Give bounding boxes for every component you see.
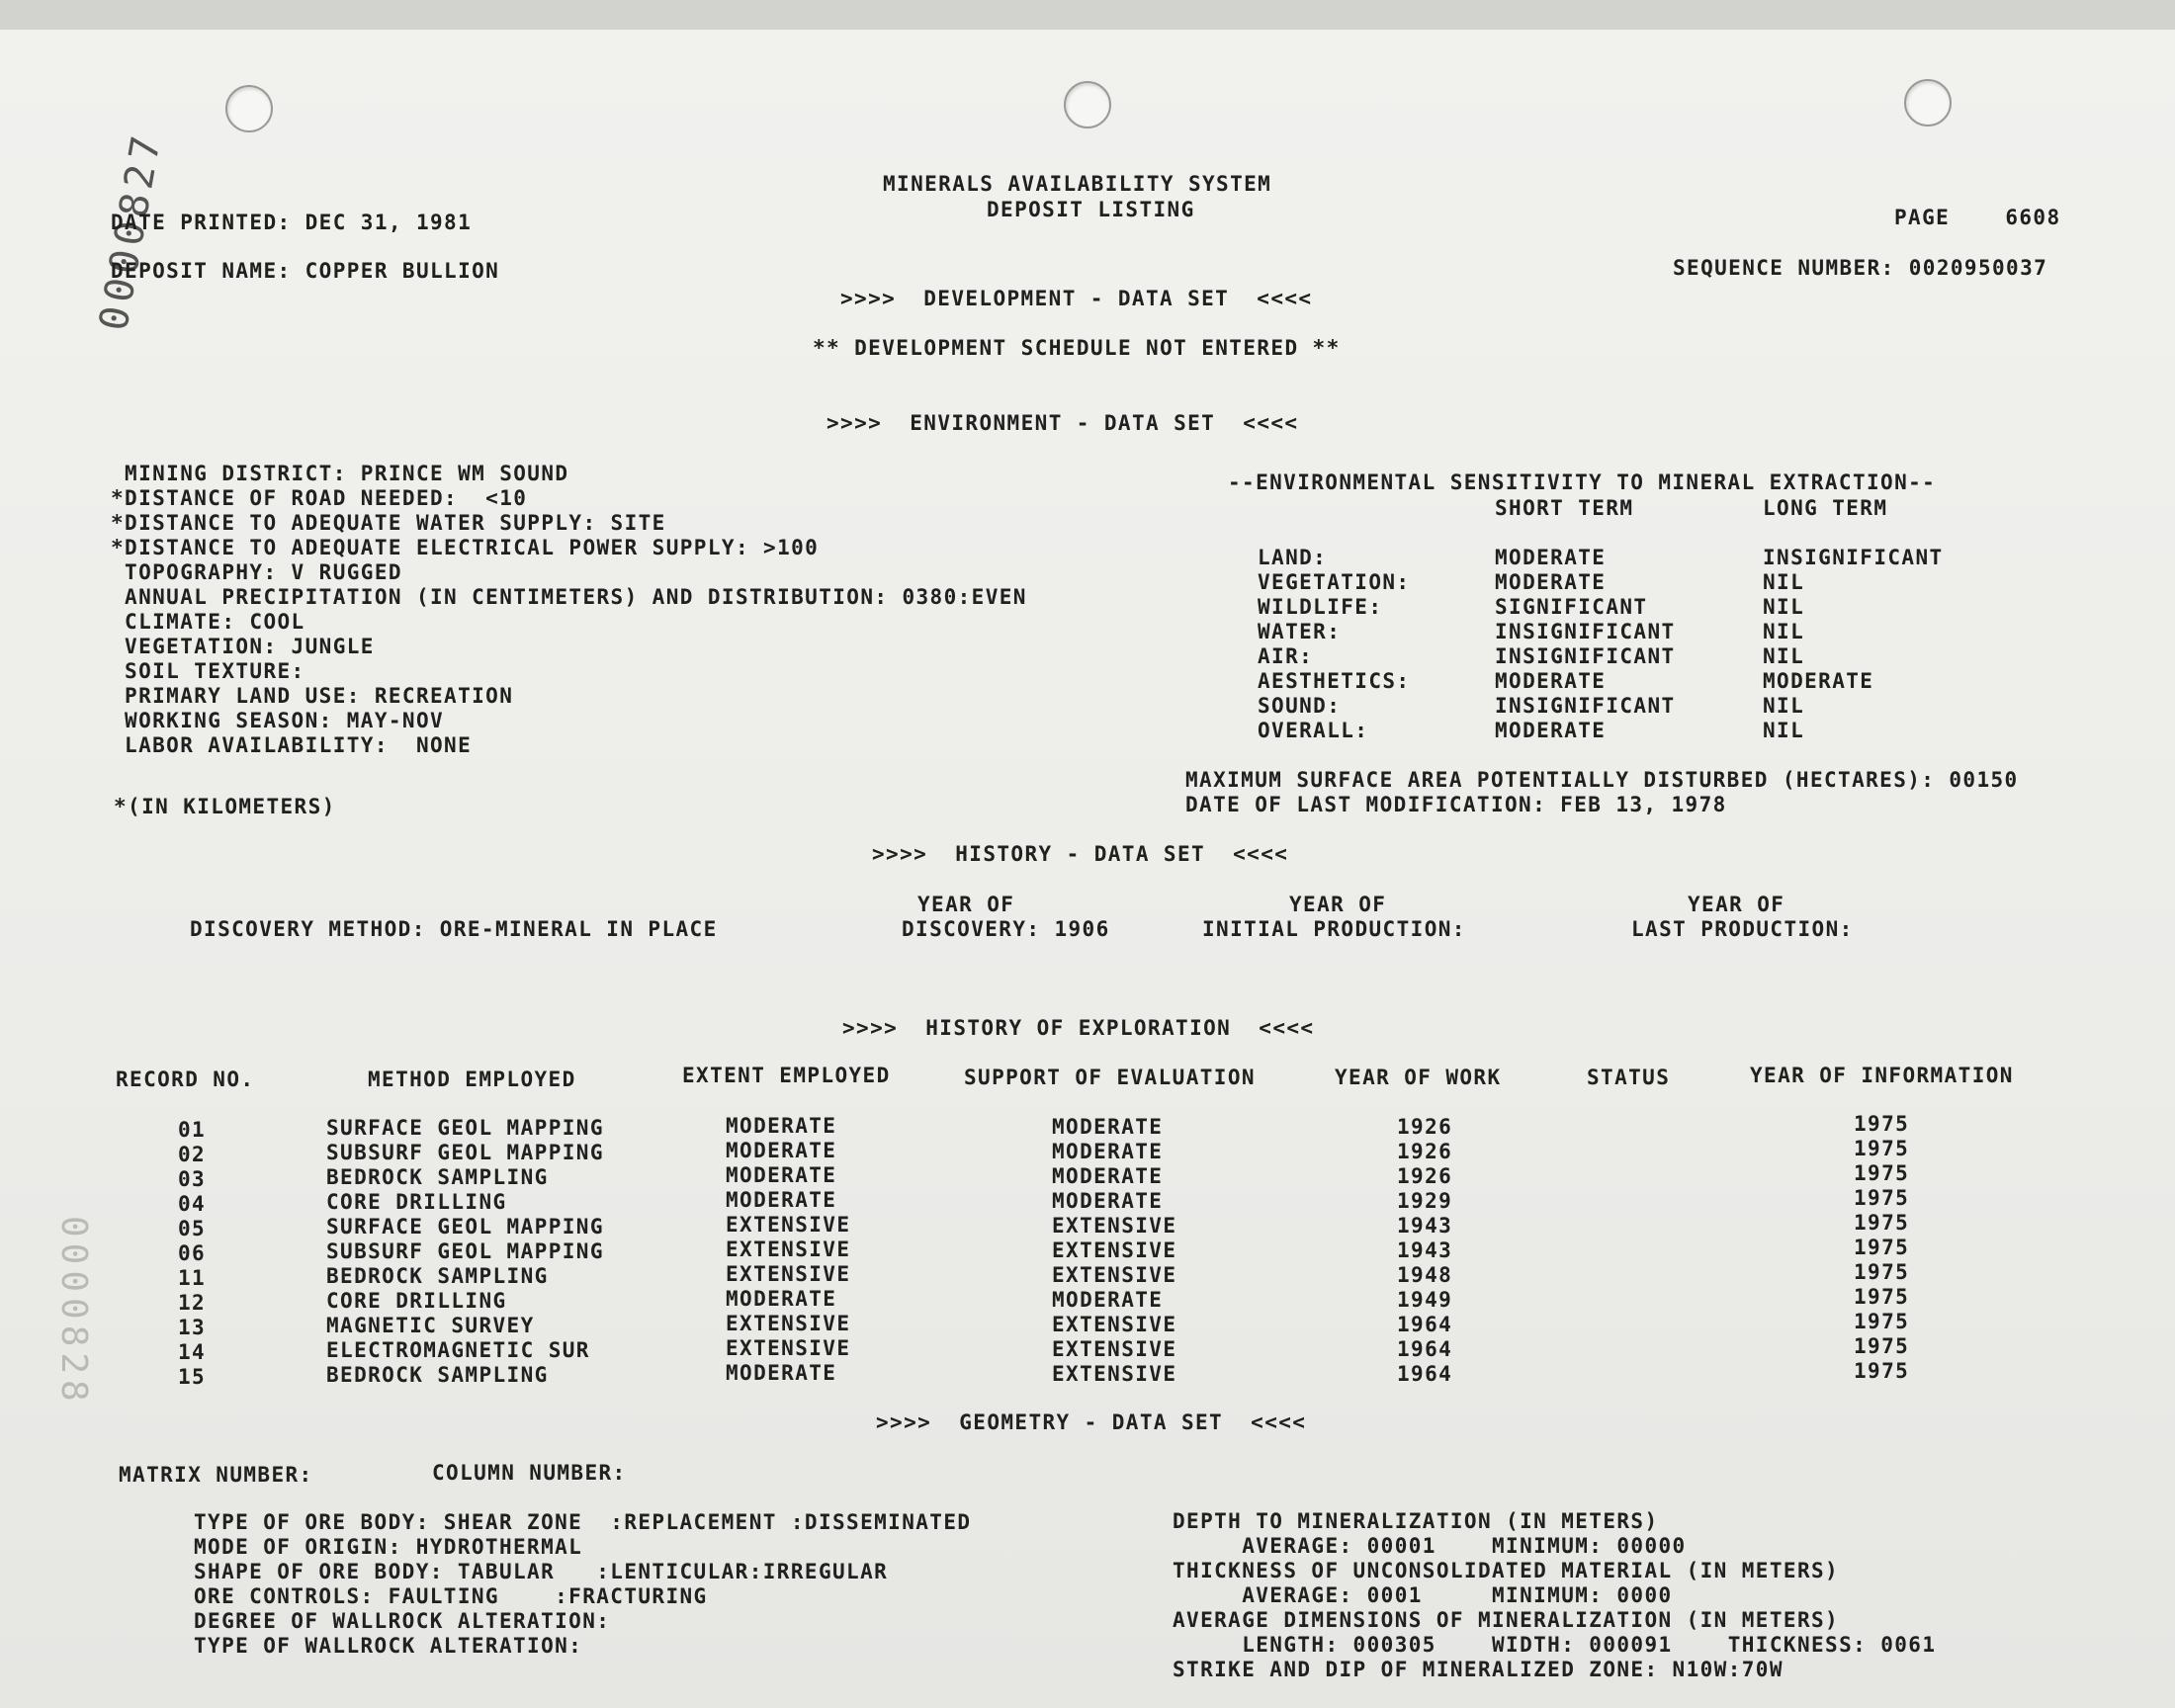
cell-method: SURFACE GEOL MAPPING [326, 1116, 604, 1140]
sensitivity-long: INSIGNIFICANT [1763, 546, 1944, 569]
cell-extent: EXTENSIVE [726, 1262, 851, 1286]
cell-year: 1964 [1397, 1362, 1453, 1386]
cell-year: 1948 [1397, 1263, 1453, 1287]
page-number: PAGE 6608 [1894, 206, 2061, 229]
geometry-line: DEPTH TO MINERALIZATION (IN METERS) [1173, 1509, 1659, 1533]
sensitivity-factor: WILDLIFE: [1258, 595, 1383, 619]
sensitivity-short: MODERATE [1495, 546, 1607, 569]
cell-year: 1926 [1397, 1140, 1453, 1163]
cell-record: 02 [178, 1143, 207, 1166]
discovery-method: DISCOVERY METHOD: ORE-MINERAL IN PLACE [190, 917, 718, 941]
cell-record: 12 [178, 1291, 207, 1315]
cell-year: 1926 [1397, 1164, 1453, 1188]
cell-method: SUBSURF GEOL MAPPING [326, 1141, 604, 1164]
cell-extent: MODERATE [726, 1163, 837, 1187]
cell-info-year: 1975 [1854, 1137, 1910, 1160]
year-of-label: YEAR OF [1289, 893, 1387, 916]
env-line: PRIMARY LAND USE: RECREATION [111, 684, 514, 708]
cell-method: MAGNETIC SURVEY [326, 1314, 535, 1337]
exploration-heading: >>>> HISTORY OF EXPLORATION <<<< [842, 1016, 1315, 1040]
cell-extent: MODERATE [726, 1361, 837, 1385]
cell-record: 05 [178, 1217, 207, 1240]
col-header-year-info: YEAR OF INFORMATION [1750, 1064, 2014, 1087]
cell-record: 01 [178, 1118, 207, 1142]
sensitivity-short: MODERATE [1495, 669, 1607, 693]
punch-hole-left [225, 85, 273, 132]
env-line: MINING DISTRICT: PRINCE WM SOUND [111, 462, 569, 485]
year-of-label: YEAR OF [917, 893, 1015, 916]
cell-support: EXTENSIVE [1052, 1313, 1177, 1336]
system-title: MINERALS AVAILABILITY SYSTEM [883, 172, 1272, 196]
cell-year: 1943 [1397, 1238, 1453, 1262]
punch-hole-right [1904, 79, 1952, 127]
cell-support: MODERATE [1052, 1115, 1164, 1139]
sensitivity-factor: SOUND: [1258, 694, 1342, 718]
sensitivity-factor: WATER: [1258, 620, 1342, 643]
cell-method: BEDROCK SAMPLING [326, 1165, 549, 1189]
cell-method: BEDROCK SAMPLING [326, 1363, 549, 1387]
env-line: LABOR AVAILABILITY: NONE [111, 733, 473, 757]
cell-extent: MODERATE [726, 1287, 837, 1311]
sensitivity-factor: AESTHETICS: [1258, 669, 1411, 693]
col-header-support: SUPPORT OF EVALUATION [964, 1066, 1256, 1089]
cell-extent: EXTENSIVE [726, 1238, 851, 1261]
cell-year: 1949 [1397, 1288, 1453, 1312]
cell-method: CORE DRILLING [326, 1289, 507, 1313]
cell-method: CORE DRILLING [326, 1190, 507, 1214]
env-line: *DISTANCE OF ROAD NEEDED: <10 [111, 486, 528, 510]
long-term-header: LONG TERM [1763, 496, 1888, 520]
cell-year: 1929 [1397, 1189, 1453, 1213]
cell-info-year: 1975 [1854, 1285, 1910, 1309]
cell-support: EXTENSIVE [1052, 1263, 1177, 1287]
last-production: LAST PRODUCTION: [1631, 917, 1854, 941]
geometry-line: TYPE OF WALLROCK ALTERATION: [194, 1634, 583, 1658]
document-number-stamp: 0000827 [91, 128, 171, 334]
deposit-name: DEPOSIT NAME: COPPER BULLION [111, 259, 500, 283]
env-line: CLIMATE: COOL [111, 610, 305, 634]
column-number: COLUMN NUMBER: [432, 1461, 627, 1485]
cell-year: 1943 [1397, 1214, 1453, 1238]
year-of-label: YEAR OF [1688, 893, 1785, 916]
cell-record: 14 [178, 1340, 207, 1364]
cell-record: 03 [178, 1167, 207, 1191]
geometry-line: MODE OF ORIGIN: HYDROTHERMAL [194, 1535, 583, 1559]
faint-document-number-stamp: 0000828 [53, 1216, 94, 1408]
col-header-status: STATUS [1587, 1066, 1671, 1089]
last-modification: DATE OF LAST MODIFICATION: FEB 13, 1978 [1185, 793, 1727, 816]
environment-heading: >>>> ENVIRONMENT - DATA SET <<<< [826, 411, 1299, 435]
cell-info-year: 1975 [1854, 1112, 1910, 1136]
env-line: *DISTANCE TO ADEQUATE ELECTRICAL POWER SUPPLY: >100 [111, 536, 820, 559]
cell-record: 11 [178, 1266, 207, 1290]
cell-extent: EXTENSIVE [726, 1312, 851, 1335]
cell-extent: EXTENSIVE [726, 1213, 851, 1237]
cell-record: 13 [178, 1316, 207, 1339]
cell-method: SURFACE GEOL MAPPING [326, 1215, 604, 1238]
cell-support: MODERATE [1052, 1140, 1164, 1163]
geometry-line: LENGTH: 000305 WIDTH: 000091 THICKNESS: 0061 [1173, 1633, 1937, 1657]
cell-method: SUBSURF GEOL MAPPING [326, 1239, 604, 1263]
env-line: ANNUAL PRECIPITATION (IN CENTIMETERS) AND DISTRIBUTION: 0380:EVEN [111, 585, 1027, 609]
cell-support: EXTENSIVE [1052, 1362, 1177, 1386]
cell-support: EXTENSIVE [1052, 1238, 1177, 1262]
cell-info-year: 1975 [1854, 1260, 1910, 1284]
sensitivity-long: NIL [1763, 570, 1805, 594]
cell-extent: MODERATE [726, 1188, 837, 1212]
cell-extent: EXTENSIVE [726, 1336, 851, 1360]
history-heading: >>>> HISTORY - DATA SET <<<< [872, 842, 1289, 866]
geometry-line: STRIKE AND DIP OF MINERALIZED ZONE: N10W:70W [1173, 1658, 1784, 1681]
sensitivity-factor: OVERALL: [1258, 719, 1369, 742]
matrix-number: MATRIX NUMBER: [119, 1463, 313, 1487]
sequence-number: SEQUENCE NUMBER: 0020950037 [1673, 256, 2048, 280]
development-note: ** DEVELOPMENT SCHEDULE NOT ENTERED ** [813, 336, 1341, 360]
cell-record: 04 [178, 1192, 207, 1216]
cell-info-year: 1975 [1854, 1334, 1910, 1358]
max-surface-area: MAXIMUM SURFACE AREA POTENTIALLY DISTURBED (HECTARES): 00150 [1185, 768, 2019, 792]
cell-year: 1964 [1397, 1313, 1453, 1336]
sensitivity-factor: VEGETATION: [1258, 570, 1411, 594]
sensitivity-title: --ENVIRONMENTAL SENSITIVITY TO MINERAL EXTRACTION-- [1228, 470, 1937, 494]
sensitivity-factor: AIR: [1258, 644, 1314, 668]
cell-method: BEDROCK SAMPLING [326, 1264, 549, 1288]
geometry-line: AVERAGE: 00001 MINIMUM: 00000 [1173, 1534, 1687, 1558]
sensitivity-short: INSIGNIFICANT [1495, 694, 1676, 718]
sensitivity-long: NIL [1763, 595, 1805, 619]
initial-production: INITIAL PRODUCTION: [1202, 917, 1466, 941]
sensitivity-long: NIL [1763, 620, 1805, 643]
cell-support: MODERATE [1052, 1164, 1164, 1188]
cell-extent: MODERATE [726, 1139, 837, 1162]
punch-hole-center [1064, 81, 1111, 128]
geometry-line: THICKNESS OF UNCONSOLIDATED MATERIAL (IN METERS) [1173, 1559, 1840, 1582]
development-heading: >>>> DEVELOPMENT - DATA SET <<<< [840, 287, 1313, 310]
cell-info-year: 1975 [1854, 1186, 1910, 1210]
geometry-line: TYPE OF ORE BODY: SHEAR ZONE :REPLACEMENT :DISSEMINATED [194, 1510, 972, 1534]
sensitivity-long: MODERATE [1763, 669, 1874, 693]
sensitivity-long: NIL [1763, 644, 1805, 668]
cell-year: 1926 [1397, 1115, 1453, 1139]
env-line: *DISTANCE TO ADEQUATE WATER SUPPLY: SITE [111, 511, 666, 535]
cell-info-year: 1975 [1854, 1310, 1910, 1333]
listing-title: DEPOSIT LISTING [987, 198, 1195, 221]
geometry-heading: >>>> GEOMETRY - DATA SET <<<< [876, 1410, 1307, 1434]
sensitivity-long: NIL [1763, 694, 1805, 718]
geometry-line: SHAPE OF ORE BODY: TABULAR :LENTICULAR:IRREGULAR [194, 1560, 889, 1583]
sensitivity-short: INSIGNIFICANT [1495, 620, 1676, 643]
col-header-record: RECORD NO. [116, 1068, 255, 1091]
geometry-line: DEGREE OF WALLROCK ALTERATION: [194, 1609, 611, 1633]
cell-method: ELECTROMAGNETIC SUR [326, 1338, 590, 1362]
cell-record: 06 [178, 1241, 207, 1265]
sensitivity-factor: LAND: [1258, 546, 1328, 569]
geometry-line: AVERAGE DIMENSIONS OF MINERALIZATION (IN METERS) [1173, 1608, 1840, 1632]
cell-year: 1964 [1397, 1337, 1453, 1361]
env-line: SOIL TEXTURE: [111, 659, 305, 683]
date-printed: DATE PRINTED: DEC 31, 1981 [111, 211, 473, 234]
col-header-extent: EXTENT EMPLOYED [682, 1064, 891, 1087]
cell-info-year: 1975 [1854, 1359, 1910, 1383]
cell-info-year: 1975 [1854, 1161, 1910, 1185]
cell-extent: MODERATE [726, 1114, 837, 1138]
discovery-year: DISCOVERY: 1906 [902, 917, 1110, 941]
geometry-line: ORE CONTROLS: FAULTING :FRACTURING [194, 1584, 708, 1608]
sensitivity-short: MODERATE [1495, 570, 1607, 594]
cell-support: MODERATE [1052, 1288, 1164, 1312]
col-header-year-work: YEAR OF WORK [1335, 1066, 1502, 1089]
sensitivity-short: INSIGNIFICANT [1495, 644, 1676, 668]
cell-info-year: 1975 [1854, 1211, 1910, 1235]
sensitivity-short: SIGNIFICANT [1495, 595, 1648, 619]
col-header-method: METHOD EMPLOYED [368, 1068, 576, 1091]
kilometers-footnote: *(IN KILOMETERS) [114, 795, 336, 818]
cell-support: EXTENSIVE [1052, 1214, 1177, 1238]
env-line: VEGETATION: JUNGLE [111, 635, 375, 658]
geometry-line: AVERAGE: 0001 MINIMUM: 0000 [1173, 1583, 1673, 1607]
sensitivity-long: NIL [1763, 719, 1805, 742]
cell-record: 15 [178, 1365, 207, 1389]
cell-info-year: 1975 [1854, 1236, 1910, 1259]
short-term-header: SHORT TERM [1495, 496, 1634, 520]
env-line: WORKING SEASON: MAY-NOV [111, 709, 445, 732]
env-line: TOPOGRAPHY: V RUGGED [111, 560, 402, 584]
sensitivity-short: MODERATE [1495, 719, 1607, 742]
cell-support: MODERATE [1052, 1189, 1164, 1213]
cell-support: EXTENSIVE [1052, 1337, 1177, 1361]
